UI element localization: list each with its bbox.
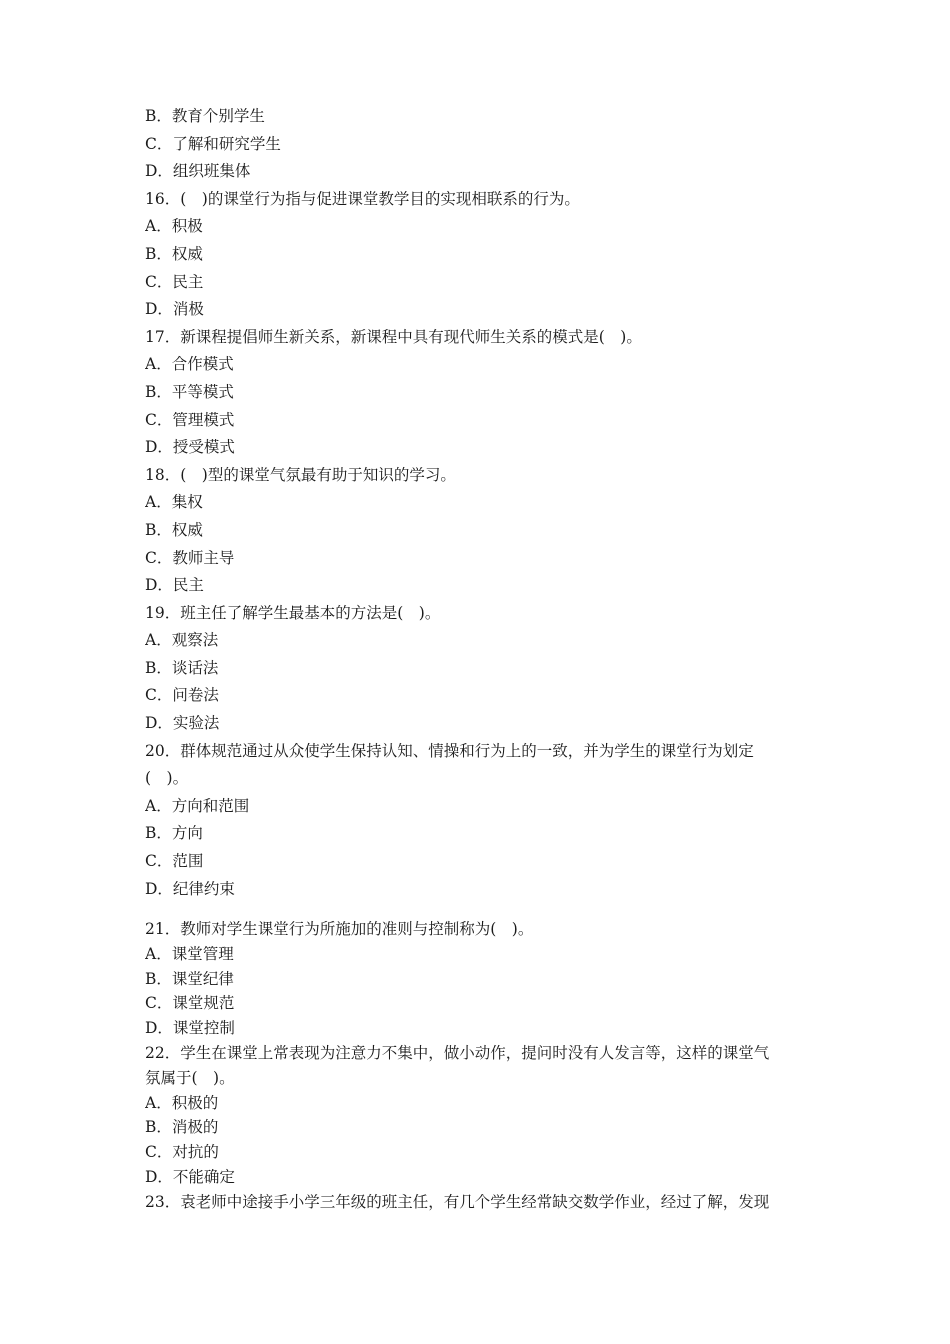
option-a-21: A．课堂管理 (145, 944, 234, 963)
option-b-17: B．平等模式 (145, 382, 234, 401)
option-c-20: C．范围 (145, 852, 204, 871)
option-a-18: A．集权 (145, 493, 203, 512)
option-d-20: D．纪律约束 (145, 879, 235, 898)
question-19: 19．班主任了解学生最基本的方法是( )。 (145, 603, 441, 622)
question-block-lower (145, 917, 825, 1215)
option-d-15: D．组织班集体 (145, 162, 251, 181)
option-c-15: C．了解和研究学生 (145, 134, 281, 153)
question-20-continued: ( )。 (145, 769, 189, 788)
option-d-22: D．不能确定 (145, 1167, 235, 1186)
option-a-20: A．方向和范围 (145, 796, 250, 815)
option-c-21: C．课堂规范 (145, 994, 235, 1013)
question-18: 18．( )型的课堂气氛最有助于知识的学习。 (145, 465, 456, 484)
option-d-16: D．消极 (145, 300, 204, 319)
option-a-22: A．积极的 (145, 1093, 219, 1112)
option-d-17: D．授受模式 (145, 438, 235, 457)
option-b-18: B．权威 (145, 520, 203, 539)
option-b-21: B．课堂纪律 (145, 969, 234, 988)
question-block-upper (145, 103, 825, 903)
option-d-21: D．课堂控制 (145, 1019, 235, 1038)
option-a-17: A．合作模式 (145, 355, 234, 374)
option-c-16: C．民主 (145, 272, 204, 291)
option-c-18: C．教师主导 (145, 548, 235, 567)
option-b-16: B．权威 (145, 244, 203, 263)
question-22-continued: 氛属于( )。 (145, 1068, 235, 1087)
question-22: 22．学生在课堂上常表现为注意力不集中，做小动作，提问时没有人发言等，这样的课堂气 (145, 1043, 770, 1062)
option-a-16: A．积极 (145, 217, 203, 236)
option-b-19: B．谈话法 (145, 658, 219, 677)
option-a-19: A．观察法 (145, 631, 219, 650)
option-b-22: B．消极的 (145, 1118, 219, 1137)
question-20: 20．群体规范通过从众使学生保持认知、情操和行为上的一致，并为学生的课堂行为划定 (145, 741, 754, 760)
question-23: 23．袁老师中途接手小学三年级的班主任，有几个学生经常缺交数学作业，经过了解，发现 (145, 1192, 770, 1211)
question-16: 16．( )的课堂行为指与促进课堂教学目的实现相联系的行为。 (145, 189, 580, 208)
option-c-19: C．问卷法 (145, 686, 219, 705)
option-b-20: B．方向 (145, 824, 203, 843)
option-d-18: D．民主 (145, 576, 204, 595)
question-17: 17．新课程提倡师生新关系，新课程中具有现代师生关系的模式是( )。 (145, 327, 642, 346)
option-b-15: B．教育个别学生 (145, 107, 265, 125)
option-c-17: C．管理模式 (145, 410, 235, 429)
option-c-22: C．对抗的 (145, 1143, 219, 1162)
option-d-19: D．实验法 (145, 714, 220, 733)
question-21: 21．教师对学生课堂行为所施加的准则与控制称为( )。 (145, 920, 534, 938)
